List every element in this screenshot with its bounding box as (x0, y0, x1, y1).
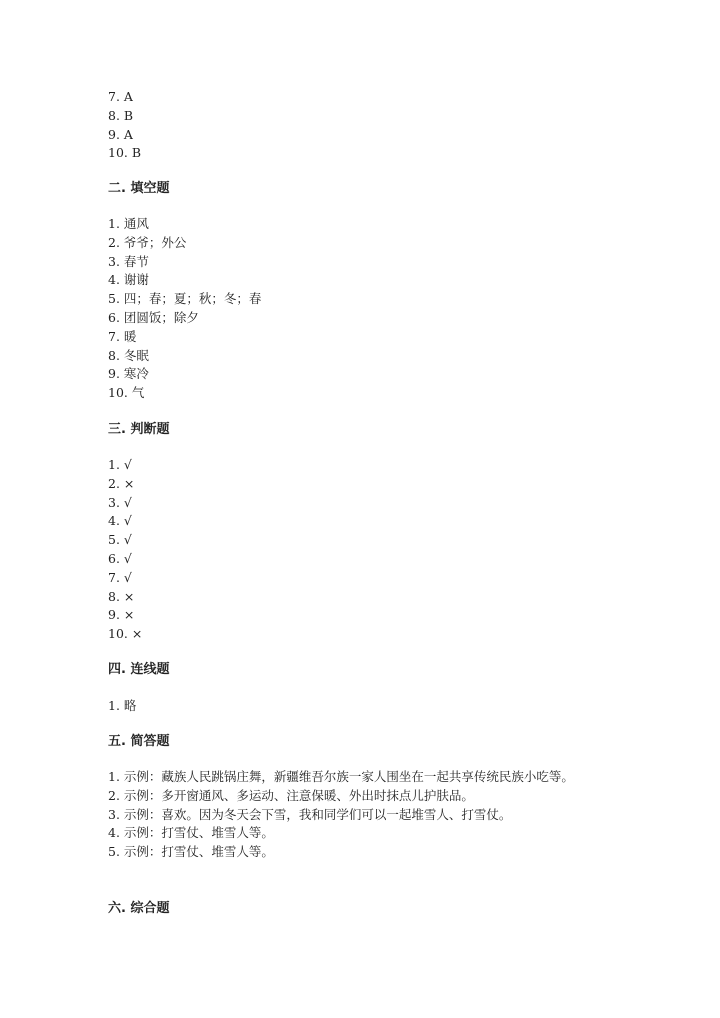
answer-line: 10. B (108, 145, 142, 161)
answer-line: 3. 示例：喜欢。因为冬天会下雪，我和同学们可以一起堆雪人、打雪仗。 (108, 806, 512, 822)
section-heading-comprehensive: 六. 综合题 (108, 901, 170, 916)
answer-line: 1. 通风 (108, 216, 149, 231)
answer-line: 8. × (108, 588, 135, 604)
answer-line: 3. √ (108, 494, 132, 510)
section-heading-fill-blank: 二. 填空题 (108, 181, 170, 196)
matching-answers (108, 697, 628, 716)
answer-line: 4. 谢谢 (108, 272, 149, 288)
answer-line: 3. 春节 (108, 253, 149, 269)
fill-blank-answers (108, 215, 628, 403)
answer-line: 8. B (108, 107, 134, 123)
answer-line: 9. × (108, 607, 135, 623)
section-heading-matching: 四. 连线题 (108, 662, 170, 677)
short-answer-answers (108, 768, 628, 862)
answer-line: 9. A (108, 126, 133, 142)
answer-line: 8. 冬眠 (108, 347, 149, 363)
answer-line: 1. √ (108, 457, 132, 472)
answer-line: 10. 气 (108, 385, 145, 401)
answer-line: 2. × (108, 475, 135, 491)
answer-line: 5. 示例：打雪仗、堆雪人等。 (108, 844, 274, 860)
section-heading-short-answer: 五. 简答题 (108, 734, 170, 749)
answer-line: 4. √ (108, 513, 132, 529)
answer-line: 9. 寒冷 (108, 366, 149, 382)
answer-line: 10. × (108, 626, 143, 642)
choice-answers-tail (108, 88, 628, 163)
answer-line: 2. 爷爷；外公 (108, 234, 187, 250)
answer-line: 7. A (108, 89, 133, 104)
answer-line: 1. 略 (108, 698, 137, 713)
answer-line: 6. √ (108, 550, 132, 566)
section-heading-true-false: 三. 判断题 (108, 422, 170, 437)
answer-line: 7. 暖 (108, 328, 137, 344)
answer-line: 2. 示例：多开窗通风、多运动、注意保暖、外出时抹点儿护肤品。 (108, 787, 474, 803)
true-false-answers (108, 456, 628, 644)
answer-line: 5. 四；春；夏；秋；冬；春 (108, 291, 262, 307)
answer-line: 4. 示例：打雪仗、堆雪人等。 (108, 825, 274, 841)
answer-line: 5. √ (108, 532, 132, 548)
answer-line: 7. √ (108, 569, 132, 585)
answer-line: 6. 团圆饭；除夕 (108, 309, 199, 325)
answer-line: 1. 示例：藏族人民跳锅庄舞，新疆维吾尔族一家人围坐在一起共享传统民族小吃等。 (108, 769, 574, 784)
